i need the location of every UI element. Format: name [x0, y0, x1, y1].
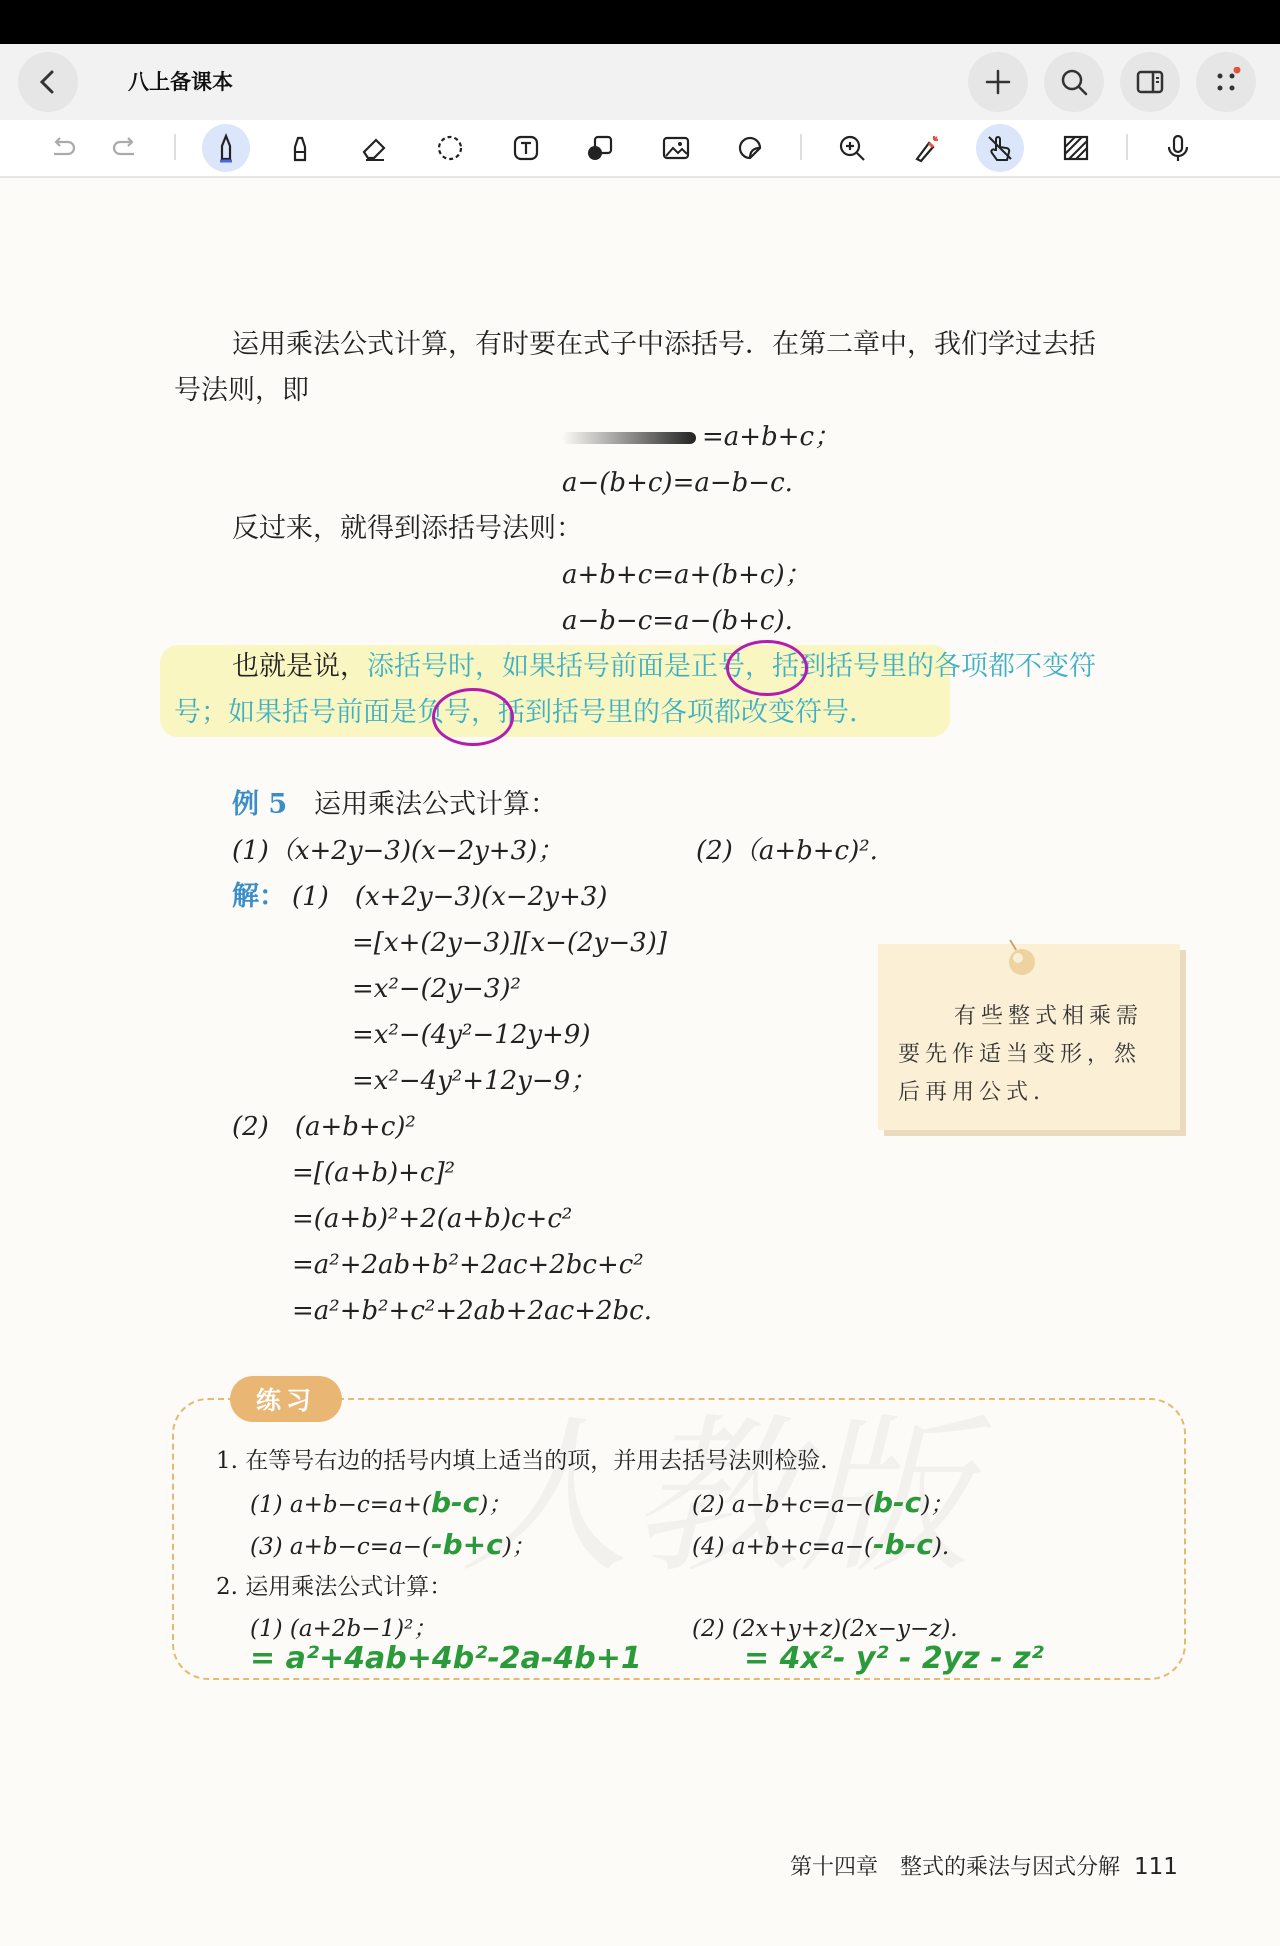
exercise-q1-3-text: (3) a+b−c=a−(: [250, 1534, 431, 1560]
microphone-tool[interactable]: [1154, 124, 1202, 172]
rule-statement-line2: [174, 696, 858, 730]
exercise-q1-3: [250, 1530, 535, 1562]
search-icon: [1059, 67, 1089, 97]
exercise-q1-2: [692, 1488, 953, 1520]
lasso-icon: [434, 132, 466, 164]
solution-1-line1: =[x+(2y−3)][x−(2y−3)]: [352, 928, 667, 958]
handwritten-answer-q2-2: = 4x²- y² - 2yz - z²: [744, 1641, 1044, 1676]
example-question-2: (2)（a+b+c)².: [696, 836, 878, 866]
exercise-q1-1-end: )；: [479, 1492, 512, 1518]
equation-add-minus: a−b−c=a−(b+c).: [562, 606, 793, 636]
shape-icon: [584, 132, 616, 164]
equation-remove-minus: a−(b+c)=a−b−c.: [562, 468, 793, 498]
solution-1-line4: =x²−4y²+12y−9；: [352, 1066, 597, 1096]
page-number: 111: [1134, 1854, 1178, 1880]
rule-text-d: 号；如果括号前面是: [174, 697, 417, 728]
pen-icon: [210, 132, 242, 164]
solution-label: 解：: [232, 881, 286, 912]
rule-text-a: 添括号时，如果括号前面是: [367, 651, 691, 682]
sidebar-toggle-button[interactable]: [1120, 52, 1180, 112]
shape-tool[interactable]: [576, 124, 624, 172]
handwritten-answer-q1-2: b-c: [872, 1486, 922, 1519]
sticker-icon: [734, 132, 766, 164]
more-button[interactable]: [1196, 52, 1256, 112]
exercise-label: 练习: [230, 1376, 342, 1422]
undo-icon: [46, 132, 78, 164]
pushpin-icon: [1004, 936, 1038, 980]
eraser-tool[interactable]: [350, 124, 398, 172]
hatch-ruler-icon: [1060, 132, 1092, 164]
exercise-q2-1: (1) (a+2b−1)²；: [250, 1616, 437, 1642]
zoom-tool[interactable]: [828, 124, 876, 172]
solution-2-line2: =(a+b)²+2(a+b)c+c²: [292, 1204, 573, 1234]
solution-2-line0: (2) (a+b+c)²: [232, 1112, 416, 1142]
rule-statement-line1: [232, 650, 1096, 684]
marker-icon: [284, 132, 316, 164]
redacted-expression: [562, 432, 696, 444]
more-icon: [1211, 67, 1241, 97]
solution-2-line1: =[(a+b)+c]²: [292, 1158, 456, 1188]
exercise-q1-3-end: )；: [502, 1534, 535, 1560]
handwritten-answer-q1-1: b-c: [430, 1486, 480, 1519]
sticker-tool[interactable]: [726, 124, 774, 172]
exercise-q2-2: (2) (2x+y+z)(2x−y−z).: [692, 1616, 958, 1642]
paragraph-intro-cont: 号法则，即: [174, 375, 309, 406]
back-button[interactable]: [18, 52, 78, 112]
search-button[interactable]: [1044, 52, 1104, 112]
rule-text-c: ，括到括号里的各项都不变符: [745, 651, 1096, 682]
image-tool[interactable]: [652, 124, 700, 172]
plus-icon: [983, 67, 1013, 97]
pen-tool[interactable]: [202, 124, 250, 172]
exercise-q1-1: [250, 1488, 511, 1520]
handwritten-answer-q1-3: -b+c: [430, 1528, 503, 1561]
ink-circle-negative: [432, 688, 514, 746]
handwritten-answer-q1-4: -b-c: [872, 1528, 933, 1561]
image-icon: [660, 132, 692, 164]
rule-keyword-negative: 负号: [417, 697, 471, 728]
redo-icon: [110, 132, 142, 164]
side-note-line1: 有些整式相乘需: [954, 1004, 1144, 1029]
toolbar-divider: [800, 134, 802, 160]
paragraph-reverse: 反过来，就得到添括号法则：: [232, 513, 583, 544]
equation-add-plus: a+b+c=a+(b+c)；: [562, 560, 811, 590]
exercise-q1: 1. 在等号右边的括号内填上适当的项，并用去括号法则检验.: [216, 1448, 828, 1474]
rule-text-f: ，括到括号里的各项都改变符号.: [471, 697, 858, 728]
text-tool[interactable]: [502, 124, 550, 172]
undo-button[interactable]: [38, 124, 86, 172]
rule-keyword-positive: 正号: [691, 651, 745, 682]
hand-touch-icon: [984, 132, 1016, 164]
exercise-q2: 2. 运用乘法公式计算：: [216, 1574, 453, 1600]
exercise-q1-4-end: ).: [932, 1534, 950, 1560]
footer-chapter: 第十四章 整式的乘法与因式分解: [790, 1855, 1121, 1880]
equation-remove-plus: =a+b+c；: [702, 422, 841, 452]
page-footer: [790, 1850, 1178, 1881]
document-title: 八上备课本: [128, 70, 233, 94]
marker-tool[interactable]: [276, 124, 324, 172]
solution-2-line4: =a²+b²+c²+2ab+2ac+2bc.: [292, 1296, 652, 1326]
add-button[interactable]: [968, 52, 1028, 112]
side-note-line3: 后再用公式.: [898, 1080, 1045, 1105]
redo-button[interactable]: [102, 124, 150, 172]
side-note-line2: 要先作适当变形，然: [898, 1042, 1142, 1067]
example-title: 运用乘法公式计算：: [314, 789, 557, 820]
microphone-icon: [1162, 132, 1194, 164]
sidebar-icon: [1135, 67, 1165, 97]
touch-mode-tool[interactable]: [976, 124, 1024, 172]
laser-pointer-tool[interactable]: [902, 124, 950, 172]
solution-1-line2: =x²−(2y−3)²: [352, 974, 521, 1004]
lasso-tool[interactable]: [426, 124, 474, 172]
ink-circle-positive: [726, 640, 808, 696]
example-label: 例 5: [232, 789, 288, 820]
toolbar-divider: [174, 134, 176, 160]
back-icon: [33, 67, 63, 97]
solution-1-line3: =x²−(4y²−12y+9): [352, 1020, 591, 1050]
exercise-q1-2-text: (2) a−b+c=a−(: [692, 1492, 873, 1518]
rule-prefix: 也就是说，: [232, 651, 367, 682]
laser-pointer-icon: [910, 132, 942, 164]
toolbar-divider: [1126, 134, 1128, 160]
solution-1-line0: (1) (x+2y−3)(x−2y+3): [292, 882, 608, 912]
status-bar: [0, 0, 1280, 44]
handwritten-answer-q2-1: = a²+4ab+4b²-2a-4b+1: [250, 1641, 642, 1676]
paragraph-intro: 运用乘法公式计算，有时要在式子中添括号．在第二章中，我们学过去括: [232, 329, 1096, 360]
zoom-in-icon: [836, 132, 868, 164]
ruler-tool[interactable]: [1052, 124, 1100, 172]
exercise-q1-4: [692, 1530, 949, 1562]
example-question-1: (1)（x+2y−3)(x−2y+3)；: [232, 836, 564, 866]
exercise-q1-2-end: )；: [921, 1492, 954, 1518]
solution-2-line3: =a²+2ab+b²+2ac+2bc+c²: [292, 1250, 644, 1280]
text-icon: [510, 132, 542, 164]
exercise-q1-4-text: (4) a+b+c=a−(: [692, 1534, 873, 1560]
exercise-q1-1-text: (1) a+b−c=a+(: [250, 1492, 431, 1518]
eraser-icon: [358, 132, 390, 164]
